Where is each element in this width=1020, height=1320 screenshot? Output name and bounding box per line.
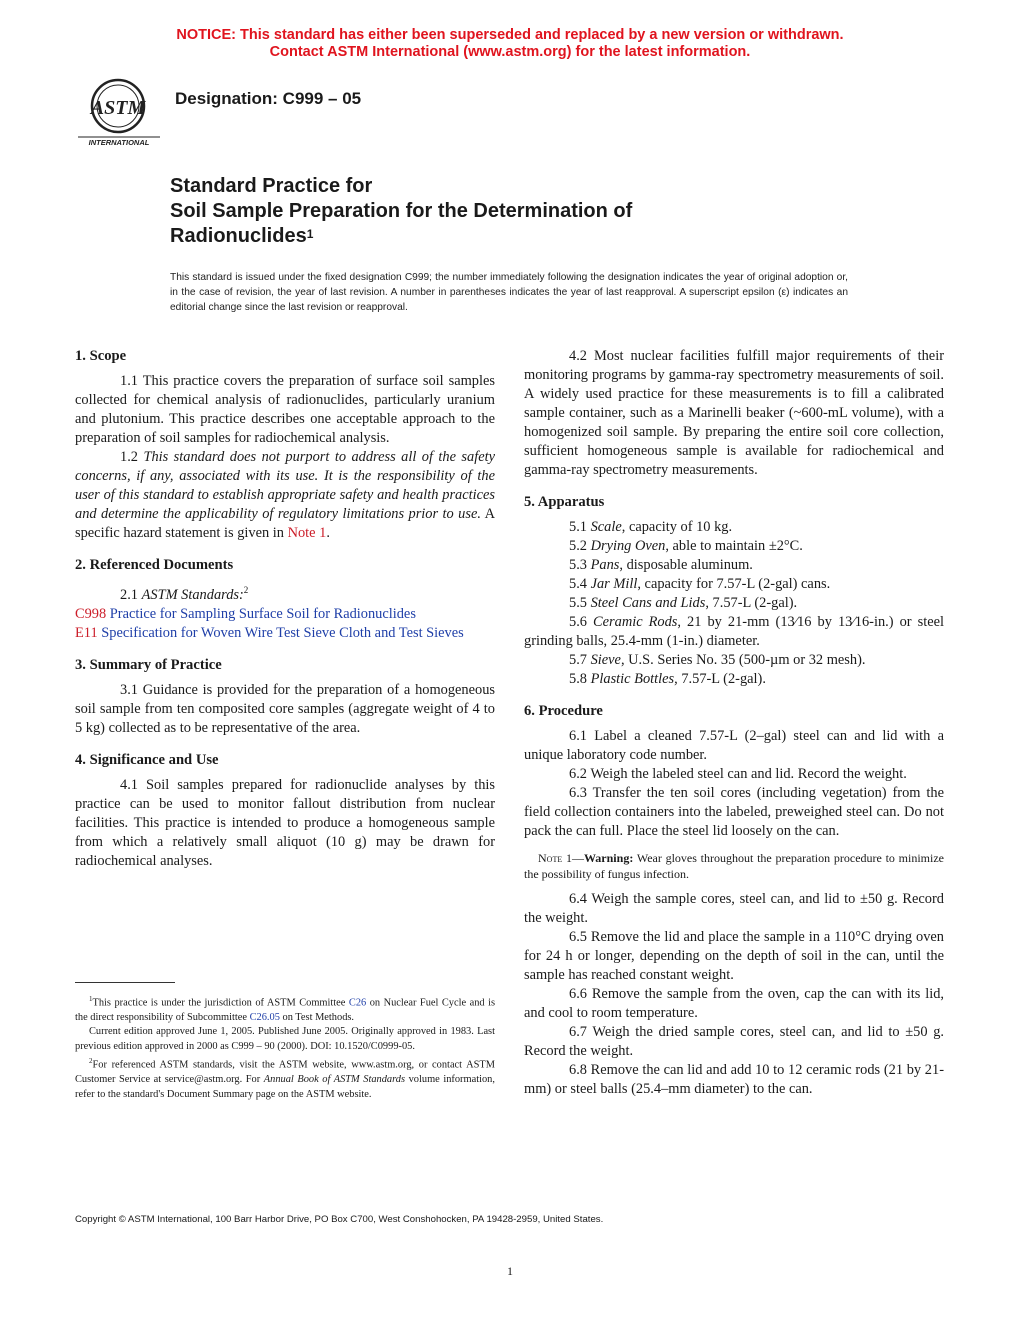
paragraph-6-5: 6.5 Remove the lid and place the sample in a 110°C drying oven for 24 h or longer, depending on the depth of soil in the can, until the sample has reached constant weight. (524, 929, 944, 983)
apparatus-item: 5.1 Scale, capacity of 10 kg. (569, 519, 733, 535)
withdrawal-notice (0, 27, 1020, 61)
apparatus-item: 5.3 Pans, disposable aluminum. (569, 557, 753, 573)
paragraph-6-6: 6.6 Remove the sample from the oven, cap the can with its lid, and cool to room temperature. (524, 986, 944, 1021)
svg-text:ASTM: ASTM (90, 97, 146, 119)
section-heading-scope: 1. Scope (75, 348, 127, 364)
footnote-1: $^1$This practice is under the jurisdiction of ASTM Committee C26 on Nuclear Fuel Cycle and is the direct responsibility of Subcommittee C26.05 on Test Methods. (75, 995, 495, 1023)
svg-text:INTERNATIONAL: INTERNATIONAL (88, 138, 150, 147)
paragraph-6-8: 6.8 Remove the can lid and add 10 to 12 ceramic rods (21 by 21-mm) or steel balls (25.4–mm diameter) to the can. (524, 1062, 944, 1097)
paragraph-6-3: 6.3 Transfer the ten soil cores (including vegetation) from the field collection containers into the labeled, preweighed steel can. Do not pack the can full. Place the steel lid loosely on the can. (524, 785, 944, 839)
designation: Designation: C999 – 05 (175, 89, 362, 108)
paragraph-3-1: 3.1 Guidance is provided for the preparation of a homogeneous soil sample from ten composited core samples (aggregate weight of 4 to 5 kg) collected as to be representative of the area. (75, 681, 495, 736)
c26-link[interactable]: C26 (348, 997, 367, 1009)
paragraph-4-1: 4.1 Soil samples prepared for radionuclide analyses by this practice can be used to monitor fallout distribution from nuclear facilities. This practice is intended to produce a homogeneous sample from which a relatively small aliquot (10 g) may be drawn for radiochemical analyses. (75, 776, 495, 869)
apparatus-item: 5.2 Drying Oven, able to maintain ±2°C. (569, 538, 803, 554)
apparatus-item: 5.8 Plastic Bottles, 7.57-L (2-gal). (569, 671, 766, 687)
section-heading-procedure: 6. Procedure (524, 703, 603, 719)
paragraph-1-2: 1.2 This standard does not purport to address all of the safety concerns, if any, associated with its use. It is the responsibility of the user of this standard to establish appropriate safety and health practices and determine the applicability of regulatory limitations prior to use. A specific hazard statement is given in Note 1. (75, 449, 495, 541)
issuance-statement: This standard is issued under the fixed designation C999; the number immediately following the designation indicates the year of original adoption or, in the case of revision, the year of last revision. A number in parentheses indicates the year of last reapproval. A superscript epsilon (ε) indicates an editorial change since the last revision or reapproval. (170, 272, 848, 313)
title-line-2: Soil Sample Preparation for the Determination of (170, 200, 633, 222)
paragraph-2-1: 2.1 ASTM Standards:$^2$ (120, 585, 249, 603)
left-column (75, 347, 495, 871)
title-line-1: Standard Practice for (170, 175, 373, 197)
paragraph-1-1: 1.1 This practice covers the preparation of surface soil samples collected for chemical analysis of radionuclides, particularly uranium and plutonium. This practice describes one acceptable approach to the preparation of soil samples for radiochemical analysis. (75, 373, 495, 446)
paragraph-6-7: 6.7 Weigh the dried sample cores, steel can, and lid to ±50 g. Record the weight. (524, 1024, 944, 1059)
footnote-1-edition: Current edition approved June 1, 2005. Published June 2005. Originally approved in 1983. Last previous edition approved in 2000 as C999 – 90 (2000). DOI: 10.1520/C0999-05. (75, 1026, 495, 1052)
title-line-3: Radionuclides$^1$ (170, 225, 314, 247)
footnotes (75, 992, 495, 1102)
reference-c998[interactable]: C998 Practice for Sampling Surface Soil for Radionuclides (75, 605, 416, 622)
apparatus-item: 5.5 Steel Cans and Lids, 7.57-L (2-gal). (569, 595, 798, 611)
note-1-link[interactable]: Note 1 (287, 525, 327, 541)
footnote-divider (75, 982, 175, 983)
section-heading-summary: 3. Summary of Practice (75, 656, 222, 673)
section-heading-apparatus: 5. Apparatus (524, 494, 605, 510)
note-1: Note 1—Warning: Wear gloves throughout the preparation procedure to minimize the possibility of fungus infection. (524, 851, 945, 881)
paragraph-4-2: 4.2 Most nuclear facilities fulfill major requirements of their monitoring programs by gamma-ray spectrometry measurements of soil. A widely used practice for these measurements is to fill a calibrated sample container, such as a Marinelli beaker (~600-mL volume), with a homogenized soil sample. By preparing the entire soil core collection, sufficient homogeneous sample is available for radiochemical and gamma-ray spectrometry measurements. (524, 348, 944, 478)
reference-e11[interactable]: E11 Specification for Woven Wire Test Sieve Cloth and Test Sieves (75, 624, 464, 641)
apparatus-item: 5.4 Jar Mill, capacity for 7.57-L (2-gal) cans. (569, 576, 831, 592)
apparatus-item: 5.7 Sieve, U.S. Series No. 35 (500-µm or 32 mesh). (569, 652, 866, 668)
paragraph-6-2: 6.2 Weigh the labeled steel can and lid. Record the weight. (569, 766, 907, 782)
right-column (524, 347, 944, 1099)
paragraph-6-1: 6.1 Label a cleaned 7.57-L (2–gal) steel can and lid with a unique laboratory code number. (524, 728, 944, 763)
title-footnote-mark: 1 (306, 227, 314, 241)
apparatus-item: 5.6 Ceramic Rods, 21 by 21-mm (13⁄16 by 13⁄16-in.) or steel grinding balls, 25.4-mm (1-in.) diameter. (524, 614, 944, 649)
section-heading-referenced: 2. Referenced Documents (75, 557, 234, 573)
notice-line-2: Contact ASTM International (www.astm.org) for the latest information. (269, 44, 751, 60)
page-number: 1 (507, 1264, 513, 1278)
document-title (170, 174, 632, 249)
copyright-line: Copyright © ASTM International, 100 Barr Harbor Drive, PO Box C700, West Conshohocken, PA 19428-2959, United States. (75, 1214, 604, 1225)
section-heading-significance: 4. Significance and Use (75, 751, 219, 768)
paragraph-6-4: 6.4 Weigh the sample cores, steel can, and lid to ±50 g. Record the weight. (524, 891, 944, 926)
notice-line-1: NOTICE: This standard has either been superseded and replaced by a new version or withdrawn. (176, 27, 844, 43)
astm-logo (76, 74, 162, 148)
c26-05-link[interactable]: C26.05 (249, 1011, 280, 1023)
footnote-2: $^2$For referenced ASTM standards, visit the ASTM website, www.astm.org, or contact ASTM Customer Service at service@astm.org. For Annual Book of ASTM Standards volume information, refer to the standard's Document Summary page on the ASTM website. (75, 1057, 495, 1100)
